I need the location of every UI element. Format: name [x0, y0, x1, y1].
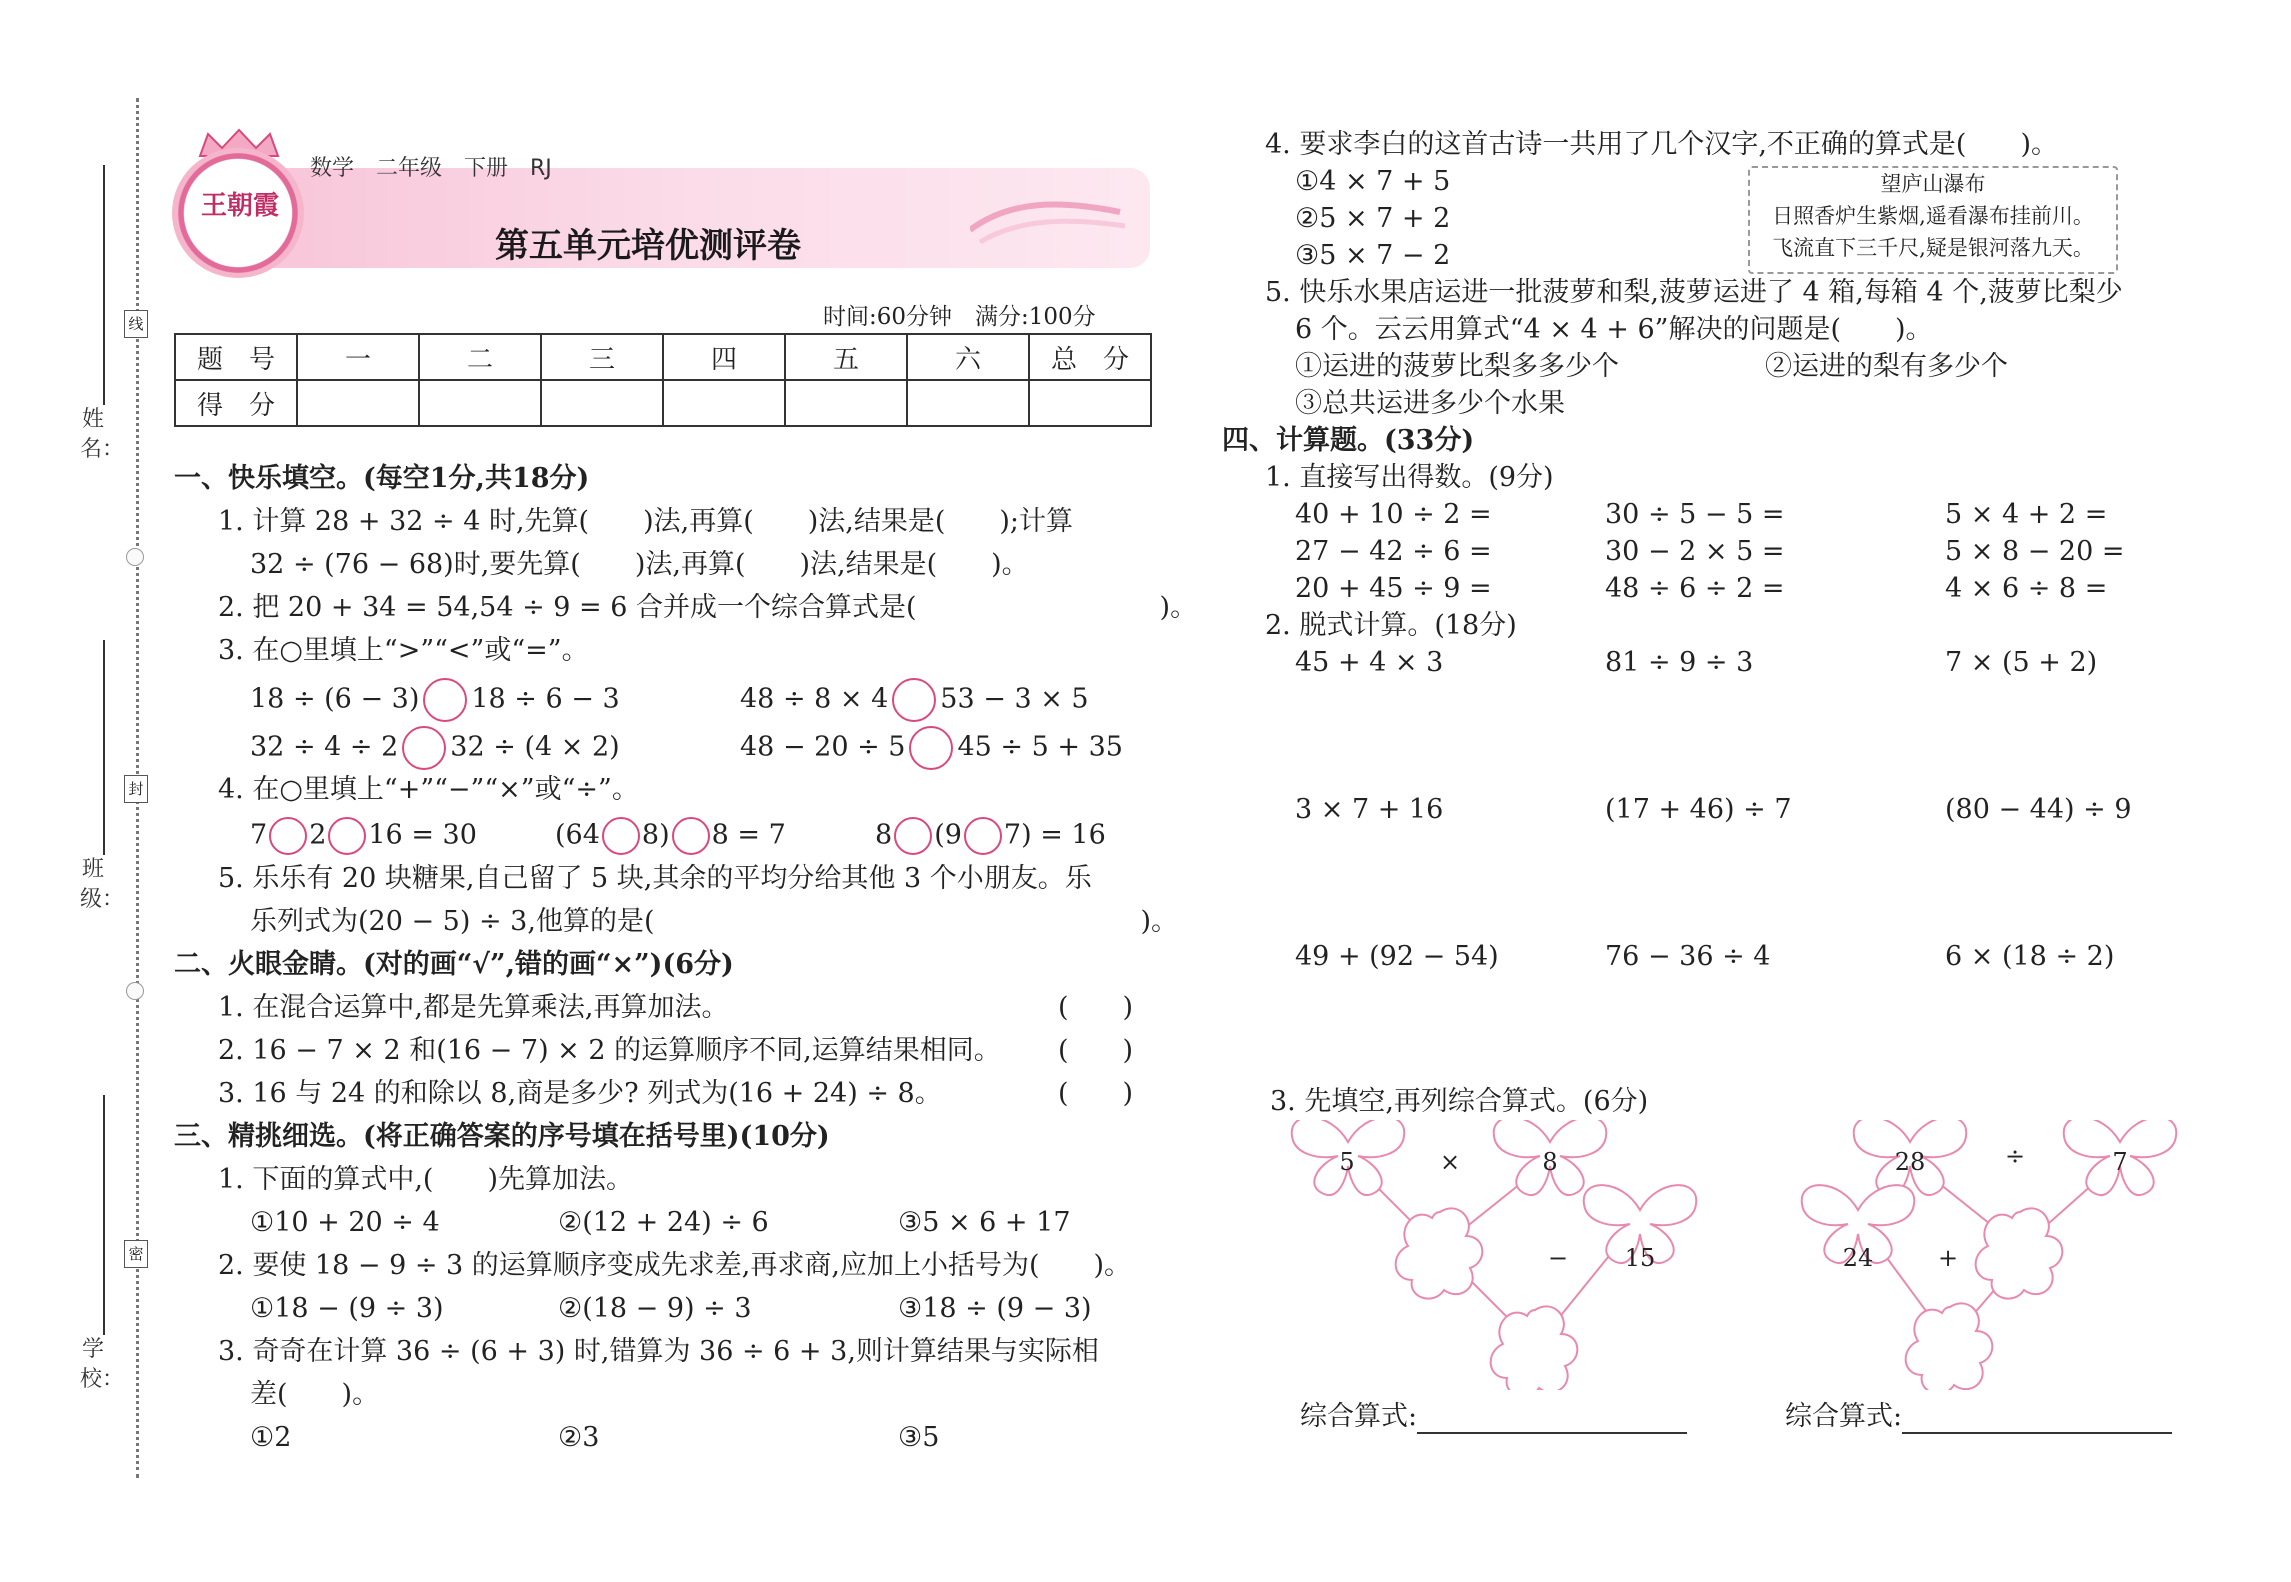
- score-cell[interactable]: [419, 380, 541, 426]
- step-item: 45 + 4 × 3: [1295, 647, 1444, 678]
- operator-circle[interactable]: [672, 817, 710, 855]
- s3-q3-line2: 差( )。: [250, 1379, 380, 1410]
- s1-q3-compare-d: 48 − 20 ÷ 5 45 ÷ 5 + 35: [740, 726, 1123, 770]
- s1-q3-compare-b: 48 ÷ 8 × 4 53 − 3 × 5: [740, 678, 1089, 722]
- seal-xian: 线: [124, 310, 148, 338]
- school-underline: [103, 1095, 105, 1335]
- score-header-cell: 四: [663, 334, 785, 380]
- s3-q2-opt: ③18 ÷ (9 − 3): [898, 1293, 1092, 1324]
- d1-operator-2: −: [1547, 1244, 1569, 1272]
- d1-number-a: 5: [1339, 1148, 1355, 1176]
- d1-operator-1: ×: [1439, 1148, 1461, 1176]
- d2-number-a: 28: [1894, 1148, 1926, 1176]
- score-cell[interactable]: [541, 380, 663, 426]
- s3-q5-opt: ①运进的菠萝比梨多多少个: [1295, 351, 1619, 382]
- section2-heading: 二、火眼金睛。(对的画“√”,错的画“×”)(6分): [174, 949, 734, 980]
- operator-circle[interactable]: [894, 817, 932, 855]
- time-info: 时间:60分钟 满分:100分: [823, 304, 1096, 330]
- poem-line: 飞流直下三千尺,疑是银河落九天。: [1772, 236, 2094, 260]
- compare-circle[interactable]: [909, 726, 953, 770]
- s3-q5-line1: 5. 快乐水果店运进一批菠萝和梨,菠萝运进了 4 箱,每箱 4 个,菠萝比梨少: [1265, 277, 2123, 308]
- d2-number-b: 7: [2112, 1148, 2128, 1176]
- school-label: 学 校：: [80, 1337, 127, 1392]
- oral-item: 27 − 42 ÷ 6 =: [1295, 536, 1492, 567]
- s3-q2-opt: ②(18 − 9) ÷ 3: [558, 1293, 752, 1324]
- d2-operator-1: ÷: [2004, 1142, 2026, 1170]
- s3-q3-opt: ③5: [898, 1422, 940, 1453]
- oral-item: 4 × 6 ÷ 8 =: [1945, 573, 2108, 604]
- s2-item-1: 1. 在混合运算中,都是先算乘法,再算加法。: [218, 992, 729, 1023]
- step-item: 6 × (18 ÷ 2): [1945, 941, 2115, 972]
- operator-circle[interactable]: [602, 817, 640, 855]
- s3-q1-opt: ①10 + 20 ÷ 4: [250, 1207, 440, 1238]
- flower-blank: [1396, 1208, 1483, 1298]
- score-header-cell: 三: [541, 334, 663, 380]
- s1-q3: 3. 在○里填上“>”“<”或“=”。: [218, 635, 589, 666]
- s3-q1: 1. 下面的算式中,( )先算加法。: [218, 1164, 633, 1195]
- s1-q1-line1: 1. 计算 28 + 32 ÷ 4 时,先算( )法,再算( )法,结果是( );计算: [218, 506, 1074, 537]
- score-header-cell: 五: [785, 334, 907, 380]
- s3-q3-opt: ②3: [558, 1422, 600, 1453]
- formula-2: 综合算式:: [1785, 1400, 2172, 1434]
- s2-item-3: 3. 16 与 24 的和除以 8,商是多少? 列式为(16 + 24) ÷ 8。: [218, 1078, 942, 1109]
- class-label: 班 级：: [80, 857, 127, 912]
- page-title: 第五单元培优测评卷: [495, 226, 801, 266]
- seal-mi: 密: [124, 1240, 148, 1268]
- s3-q2: 2. 要使 18 − 9 ÷ 3 的运算顺序变成先求差,再求商,应加上小括号为( )。: [218, 1250, 1132, 1281]
- s3-q1-opt: ②(12 + 24) ÷ 6: [558, 1207, 769, 1238]
- s3-q3-opt: ①2: [250, 1422, 292, 1453]
- poem-title: 望庐山瀑布: [1880, 172, 1986, 196]
- binding-hole: [126, 982, 144, 1000]
- step-item: 3 × 7 + 16: [1295, 794, 1444, 825]
- s3-q2-opt: ①18 − (9 ÷ 3): [250, 1293, 444, 1324]
- formula-1: 综合算式:: [1300, 1400, 1687, 1434]
- s3-q5-line2: 6 个。云云用算式“4 × 4 + 6”解决的问题是( )。: [1295, 314, 1933, 345]
- d2-number-c: 24: [1842, 1244, 1874, 1272]
- s1-q3-compare-c: 32 ÷ 4 ÷ 2 32 ÷ (4 × 2): [250, 726, 620, 770]
- s1-q4-a: 7 2 16 = 30: [250, 817, 477, 855]
- s1-q1-line2: 32 ÷ (76 − 68)时,要先算( )法,再算( )法,结果是( )。: [250, 549, 1029, 580]
- seal-feng: 封: [124, 775, 148, 803]
- score-header-cell: 六: [907, 334, 1029, 380]
- compare-circle[interactable]: [423, 678, 467, 722]
- s4-q1: 1. 直接写出得数。(9分): [1265, 462, 1554, 493]
- d2-operator-2: +: [1937, 1244, 1959, 1272]
- step-item: (80 − 44) ÷ 9: [1945, 794, 2132, 825]
- score-cell[interactable]: [785, 380, 907, 426]
- judge-bracket[interactable]: ( ): [1058, 1035, 1134, 1066]
- score-row-label: 得 分: [175, 380, 297, 426]
- oral-item: 30 − 2 × 5 =: [1605, 536, 1785, 567]
- step-item: 76 − 36 ÷ 4: [1605, 941, 1771, 972]
- operator-circle[interactable]: [328, 817, 366, 855]
- s1-q4-c: 8 (9 7) = 16: [875, 817, 1106, 855]
- step-item: 7 × (5 + 2): [1945, 647, 2098, 678]
- step-item: (17 + 46) ÷ 7: [1605, 794, 1792, 825]
- name-label: 姓 名：: [80, 407, 127, 462]
- s3-q5-opt: ③总共运进多少个水果: [1295, 388, 1565, 419]
- score-cell[interactable]: [663, 380, 785, 426]
- oral-item: 48 ÷ 6 ÷ 2 =: [1605, 573, 1785, 604]
- compare-circle[interactable]: [402, 726, 446, 770]
- score-header-cell: 二: [419, 334, 541, 380]
- section1-heading: 一、快乐填空。(每空1分,共18分): [174, 463, 590, 494]
- judge-bracket[interactable]: ( ): [1058, 1078, 1134, 1109]
- s4-q2: 2. 脱式计算。(18分): [1265, 610, 1517, 641]
- flower-blank: [1976, 1208, 2063, 1298]
- score-cell[interactable]: [907, 380, 1029, 426]
- subject-line: 数学 二年级 下册 RJ: [310, 156, 552, 181]
- s1-q2: 2. 把 20 + 34 = 54,54 ÷ 9 = 6 合并成一个综合算式是( )。: [218, 592, 1198, 623]
- swoosh-decoration: [970, 200, 1130, 250]
- s3-q4: 4. 要求李白的这首古诗一共用了几个汉字,不正确的算式是( )。: [1265, 129, 2058, 160]
- d1-number-c: 15: [1624, 1244, 1656, 1272]
- s3-q1-opt: ③5 × 6 + 17: [898, 1207, 1071, 1238]
- operator-circle[interactable]: [269, 817, 307, 855]
- brand-name: 王朝霞: [200, 191, 279, 221]
- s1-q4-b: (64 8) 8 = 7: [555, 817, 786, 855]
- s3-q3-line1: 3. 奇奇在计算 36 ÷ (6 + 3) 时,错算为 36 ÷ 6 + 3,则计算结果与实际相: [218, 1336, 1099, 1367]
- s1-q3-compare-a: 18 ÷ (6 − 3) 18 ÷ 6 − 3: [250, 678, 620, 722]
- name-underline: [103, 165, 105, 405]
- section3-heading: 三、精挑细选。(将正确答案的序号填在括号里)(10分): [174, 1121, 830, 1152]
- oral-item: 20 + 45 ÷ 9 =: [1295, 573, 1492, 604]
- s3-q5-opt: ②运进的梨有多少个: [1765, 351, 2008, 382]
- flower-blank: [1906, 1303, 1993, 1390]
- poem-line: 日照香炉生紫烟,遥看瀑布挂前川。: [1772, 204, 2094, 228]
- class-underline: [103, 640, 105, 855]
- s3-q4-opt: ②5 × 7 + 2: [1295, 203, 1451, 234]
- score-header-cell: 总 分: [1029, 334, 1151, 380]
- operator-circle[interactable]: [964, 817, 1002, 855]
- s3-q4-opt: ①4 × 7 + 5: [1295, 166, 1451, 197]
- score-cell[interactable]: [1029, 380, 1151, 426]
- score-header-cell: 一: [297, 334, 419, 380]
- s1-q4: 4. 在○里填上“+”“−”“×”或“÷”。: [218, 774, 639, 805]
- d1-number-b: 8: [1542, 1148, 1558, 1176]
- score-header-cell: 题 号: [175, 334, 297, 380]
- formula-answer-line[interactable]: [1902, 1404, 2172, 1434]
- oral-item: 5 × 8 − 20 =: [1945, 536, 2125, 567]
- s3-q4-opt: ③5 × 7 − 2: [1295, 240, 1451, 271]
- formula-answer-line[interactable]: [1417, 1404, 1687, 1434]
- oral-item: 5 × 4 + 2 =: [1945, 499, 2108, 530]
- score-cell[interactable]: [297, 380, 419, 426]
- judge-bracket[interactable]: ( ): [1058, 992, 1134, 1023]
- flower-blank: [1491, 1306, 1578, 1390]
- s1-q5-line2: 乐列式为(20 − 5) ÷ 3,他算的是( )。: [250, 906, 1179, 937]
- section4-heading: 四、计算题。(33分): [1222, 425, 1475, 456]
- s1-q5-line1: 5. 乐乐有 20 块糖果,自己留了 5 块,其余的平均分给其他 3 个小朋友。乐: [218, 863, 1092, 894]
- poem-box: [1748, 166, 2118, 274]
- oral-item: 30 ÷ 5 − 5 =: [1605, 499, 1785, 530]
- step-item: 49 + (92 − 54): [1295, 941, 1499, 972]
- s2-item-2: 2. 16 − 7 × 2 和(16 − 7) × 2 的运算顺序不同,运算结果相同。: [218, 1035, 1001, 1066]
- step-item: 81 ÷ 9 ÷ 3: [1605, 647, 1754, 678]
- butterfly-diagrams: [1290, 1120, 2290, 1390]
- score-table: [174, 333, 1152, 427]
- oral-item: 40 + 10 ÷ 2 =: [1295, 499, 1492, 530]
- binding-hole: [126, 548, 144, 566]
- s4-q3: 3. 先填空,再列综合算式。(6分): [1270, 1086, 1649, 1117]
- compare-circle[interactable]: [892, 678, 936, 722]
